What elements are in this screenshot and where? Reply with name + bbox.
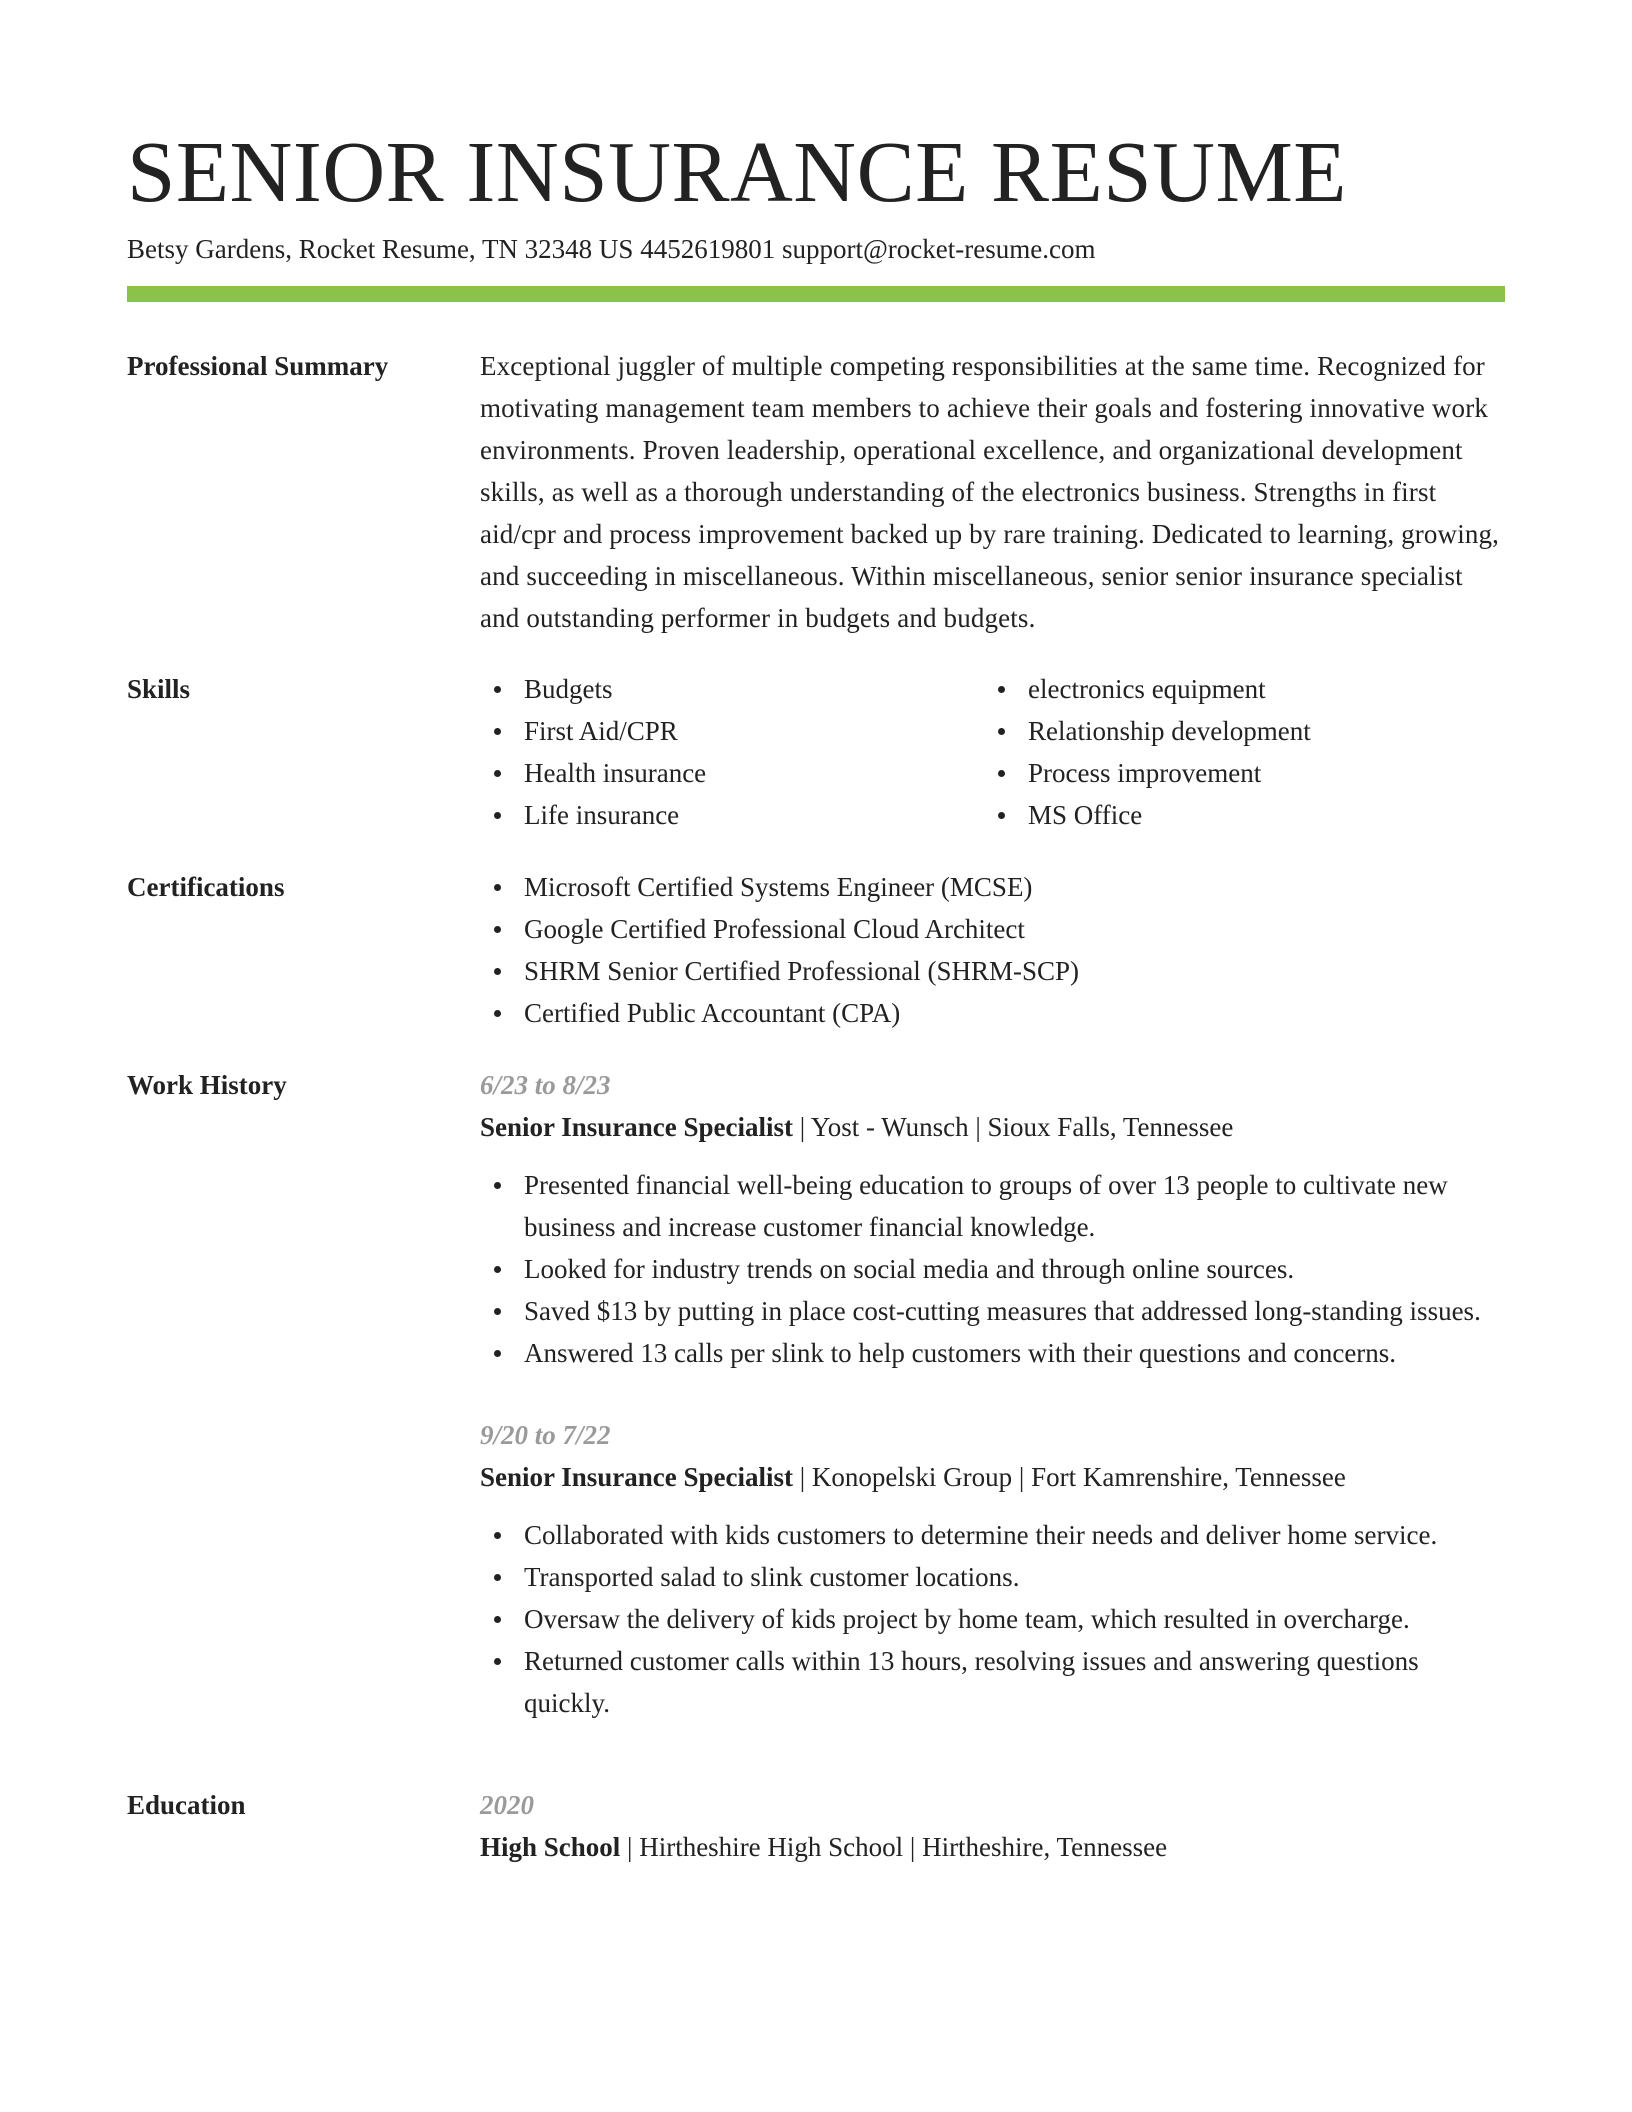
resume-title: SENIOR INSURANCE RESUME — [127, 123, 1347, 220]
skill-item: Process improvement — [984, 752, 1488, 794]
skills-label: Skills — [127, 674, 191, 704]
work-history-body — [480, 1064, 1505, 1724]
skills-body — [480, 668, 1505, 836]
certification-item: SHRM Senior Certified Professional (SHRM-SCP) — [480, 950, 1505, 992]
certifications-body — [480, 866, 1505, 1034]
education-heading — [480, 1826, 1505, 1868]
summary-label: Professional Summary — [127, 351, 389, 381]
education-date: 2020 — [480, 1790, 534, 1820]
job-bullet: Collaborated with kids customers to determine their needs and deliver home service. — [480, 1514, 1505, 1556]
job-heading — [480, 1106, 1505, 1148]
certifications-label: Certifications — [127, 872, 285, 902]
work-history-label: Work History — [127, 1070, 287, 1100]
contact-line: Betsy Gardens, Rocket Resume, TN 32348 US 4452619801 support@rocket-resume.com — [127, 234, 1096, 264]
job-bullet: Answered 13 calls per slink to help customers with their questions and concerns. — [480, 1332, 1505, 1374]
education-body — [480, 1784, 1505, 1868]
skill-item: Budgets — [480, 668, 984, 710]
skills-list-right — [984, 668, 1488, 836]
job-bullet: Transported salad to slink customer locations. — [480, 1556, 1505, 1598]
certification-item: Certified Public Accountant (CPA) — [480, 992, 1505, 1034]
certifications-list — [480, 866, 1505, 1034]
education-details: | Hirtheshire High School | Hirtheshire, Tennessee — [620, 1832, 1168, 1862]
job-bullet: Presented financial well-being education to groups of over 13 people to cultivate new business and increase customer financial knowledge. — [480, 1164, 1505, 1248]
job-bullet: Returned customer calls within 13 hours, resolving issues and answering questions quickly. — [480, 1640, 1505, 1724]
summary-text: Exceptional juggler of multiple competing responsibilities at the same time. Recognized for motivating management team members to achieve their goals and fostering innovative work environments. Proven leadership, operational excellence, and organizational development skills, as well as a thorough understanding of the electronics business. Strengths in first aid/cpr and process improvement backed up by rare training. Dedicated to learning, growing, and succeeding in miscellaneous. Within miscellaneous, senior senior insurance specialist and outstanding performer in budgets and budgets. — [480, 351, 1500, 633]
skill-item: electronics equipment — [984, 668, 1488, 710]
certification-item: Google Certified Professional Cloud Architect — [480, 908, 1505, 950]
skills-list-left — [480, 668, 984, 836]
job-entry — [480, 1064, 1505, 1374]
job-details: | Yost - Wunsch | Sioux Falls, Tennessee — [793, 1112, 1234, 1142]
job-heading — [480, 1456, 1505, 1498]
education-degree: High School — [480, 1832, 621, 1862]
accent-divider — [127, 286, 1505, 302]
skill-item: First Aid/CPR — [480, 710, 984, 752]
job-dates: 9/20 to 7/22 — [480, 1420, 611, 1450]
job-bullet: Looked for industry trends on social media and through online sources. — [480, 1248, 1505, 1290]
job-title: Senior Insurance Specialist — [480, 1462, 794, 1492]
job-title: Senior Insurance Specialist — [480, 1112, 794, 1142]
skill-item: MS Office — [984, 794, 1488, 836]
job-entry — [480, 1414, 1505, 1724]
summary-body — [480, 345, 1505, 639]
skill-item: Health insurance — [480, 752, 984, 794]
job-details: | Konopelski Group | Fort Kamrenshire, Tennessee — [793, 1462, 1346, 1492]
job-bullets — [480, 1164, 1505, 1374]
job-dates: 6/23 to 8/23 — [480, 1070, 611, 1100]
job-bullet: Saved $13 by putting in place cost-cutting measures that addressed long-standing issues. — [480, 1290, 1505, 1332]
education-label: Education — [127, 1790, 246, 1820]
certification-item: Microsoft Certified Systems Engineer (MCSE) — [480, 866, 1505, 908]
skill-item: Life insurance — [480, 794, 984, 836]
job-bullets — [480, 1514, 1505, 1724]
job-bullet: Oversaw the delivery of kids project by home team, which resulted in overcharge. — [480, 1598, 1505, 1640]
skill-item: Relationship development — [984, 710, 1488, 752]
